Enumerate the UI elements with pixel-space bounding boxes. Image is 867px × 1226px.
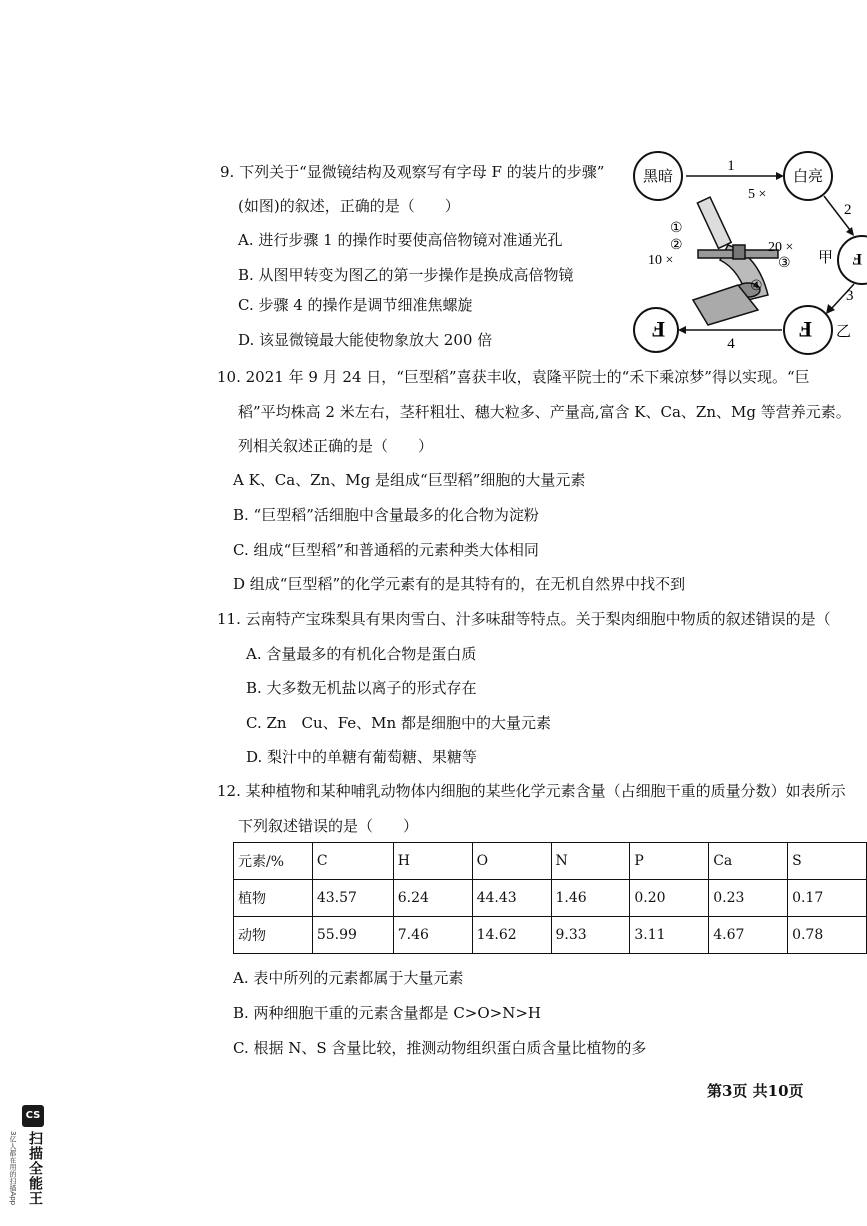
q12-stem-line1: 12. 某种植物和某种哺乳动物体内细胞的某些化学元素含量（占细胞干重的质量分数）如表所示 bbox=[217, 782, 846, 800]
table-cell: 9.33 bbox=[551, 917, 630, 954]
bright-label: 白亮 bbox=[792, 169, 824, 185]
mag-5x-label: 5 × bbox=[748, 187, 767, 202]
table-cell: 6.24 bbox=[393, 880, 472, 917]
table-cell: 1.46 bbox=[551, 880, 630, 917]
q10-option-c: C. 组成“巨型稻”和普通稻的元素种类大体相同 bbox=[233, 541, 539, 559]
table-cell: 0.23 bbox=[709, 880, 788, 917]
table-cell: C bbox=[312, 843, 393, 880]
table-cell: S bbox=[788, 843, 867, 880]
q10-stem-line3: 列相关叙述正确的是（ ） bbox=[238, 437, 434, 455]
part1-label: ① bbox=[670, 221, 683, 236]
q9-option-a: A. 进行步骤 1 的操作时要使高倍物镜对准通光孔 bbox=[238, 231, 563, 249]
q9-option-b: B. 从图甲转变为图乙的第一步操作是换成高倍物镜 bbox=[238, 266, 574, 284]
q9-stem-line1: 9. 下列关于“显微镜结构及观察写有字母 F 的装片的步骤” bbox=[220, 163, 605, 181]
q9-stem-line2: (如图)的叙述，正确的是（ ） bbox=[238, 197, 460, 215]
microscope-icon bbox=[693, 197, 778, 325]
q9-option-c: C. 步骤 4 的操作是调节细准焦螺旋 bbox=[238, 296, 473, 314]
mag-10x-label: 10 × bbox=[648, 253, 674, 268]
table-row bbox=[234, 880, 867, 917]
table-cell: O bbox=[472, 843, 551, 880]
q11-option-b: B. 大多数无机盐以离子的形式存在 bbox=[246, 679, 477, 697]
table-cell: 元素/% bbox=[234, 843, 313, 880]
yi-label: 乙 bbox=[836, 324, 852, 340]
microscope-diagram bbox=[628, 150, 867, 360]
svg-text:F: F bbox=[651, 317, 665, 342]
element-table bbox=[233, 842, 867, 954]
part4-label: ④ bbox=[750, 279, 763, 294]
scanner-logo-icon: CS bbox=[22, 1105, 44, 1127]
table-cell: 动物 bbox=[234, 917, 313, 954]
table-cell: Ca bbox=[709, 843, 788, 880]
table-cell: 44.43 bbox=[472, 880, 551, 917]
table-cell: 7.46 bbox=[393, 917, 472, 954]
q11-option-d: D. 梨汁中的单糖有葡萄糖、果糖等 bbox=[246, 748, 478, 766]
table-row bbox=[234, 917, 867, 954]
dark-label: 黑暗 bbox=[642, 169, 674, 185]
q12-stem-line2: 下列叙述错误的是（ ） bbox=[238, 817, 419, 835]
q11-stem: 11. 云南特产宝珠梨具有果肉雪白、汁多味甜等特点。关于梨肉细胞中物质的叙述错误的是（ bbox=[217, 610, 831, 628]
q11-option-c: C. Zn Cu、Fe、Mn 都是细胞中的大量元素 bbox=[246, 714, 551, 732]
table-cell: N bbox=[551, 843, 630, 880]
part2-label: ② bbox=[670, 238, 683, 253]
table-cell: 3.11 bbox=[630, 917, 709, 954]
q10-option-d: D 组成“巨型稻”的化学元素有的是其特有的，在无机自然界中找不到 bbox=[233, 575, 686, 593]
svg-text:F: F bbox=[798, 317, 812, 342]
table-cell: 0.20 bbox=[630, 880, 709, 917]
q10-stem-line2: 稻”平均株高 2 米左右，茎秆粗壮、穗大粒多、产量高,富含 K、Ca、Zn、Mg 等营养元素。 bbox=[238, 403, 851, 421]
q11-option-a: A. 含量最多的有机化合物是蛋白质 bbox=[246, 645, 477, 663]
table-cell: H bbox=[393, 843, 472, 880]
q12-option-c: C. 根据 N、S 含量比较，推测动物组织蛋白质含量比植物的多 bbox=[233, 1039, 647, 1057]
table-cell: 植物 bbox=[234, 880, 313, 917]
part3-label: ③ bbox=[778, 256, 791, 271]
scanner-name: 扫描全能王 bbox=[27, 1131, 43, 1206]
jia-label: 甲 bbox=[818, 250, 834, 266]
q12-option-a: A. 表中所列的元素都属于大量元素 bbox=[233, 969, 464, 987]
scanner-subtitle: 3亿人都在用的扫描App bbox=[9, 1131, 17, 1206]
table-cell: 43.57 bbox=[312, 880, 393, 917]
table-cell: 0.78 bbox=[788, 917, 867, 954]
table-cell: 0.17 bbox=[788, 880, 867, 917]
step1-label: 1 bbox=[727, 158, 735, 174]
table-cell: P bbox=[630, 843, 709, 880]
q10-option-b: B. “巨型稻”活细胞中含量最多的化合物为淀粉 bbox=[233, 506, 539, 524]
q9-option-d: D. 该显微镜最大能使物象放大 200 倍 bbox=[238, 331, 493, 349]
step4-label: 4 bbox=[727, 336, 735, 352]
step3-label: 3 bbox=[846, 288, 854, 304]
scanner-watermark bbox=[9, 1105, 48, 1215]
q10-stem-line1: 10. 2021 年 9 月 24 日，“巨型稻”喜获丰收，袁隆平院士的“禾下乘凉梦”得以实现。“巨 bbox=[217, 368, 810, 386]
svg-text:F: F bbox=[852, 250, 862, 267]
table-cell: 14.62 bbox=[472, 917, 551, 954]
table-cell: 4.67 bbox=[709, 917, 788, 954]
q10-option-a: A K、Ca、Zn、Mg 是组成“巨型稻”细胞的大量元素 bbox=[233, 471, 586, 489]
page-number: 第3页 共10页 bbox=[707, 1082, 804, 1100]
table-cell: 55.99 bbox=[312, 917, 393, 954]
table-header-row bbox=[234, 843, 867, 880]
q12-option-b: B. 两种细胞干重的元素含量都是 C>O>N>H bbox=[233, 1004, 542, 1022]
mag-20x-label: 20 × bbox=[768, 240, 794, 255]
step2-label: 2 bbox=[844, 202, 852, 218]
